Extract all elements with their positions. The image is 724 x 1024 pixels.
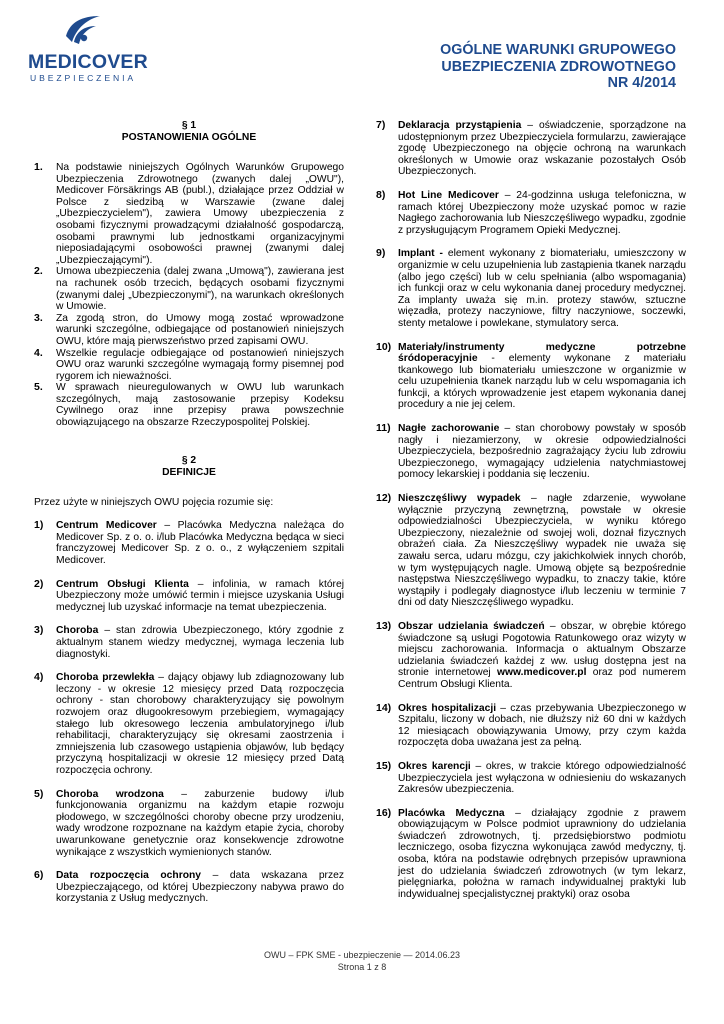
item-number: 8) bbox=[376, 188, 386, 201]
definition-item bbox=[376, 248, 686, 329]
definitions-intro: Przez użyte w niniejszych OWU pojęcia rozumie się: bbox=[34, 496, 274, 508]
definition-term: Nagłe zachorowanie bbox=[398, 423, 500, 435]
definition-item bbox=[34, 579, 344, 614]
item-text: Wszelkie regulacje odbiegające od postanowień niniejszych OWU oraz warunki szczególne wymagają formy pisemnej pod rygorem ich nieważności. bbox=[56, 347, 344, 382]
item-number: 4. bbox=[34, 346, 43, 359]
item-number: 7) bbox=[376, 119, 386, 131]
general-provision-item bbox=[34, 266, 344, 312]
item-number: 3) bbox=[34, 624, 44, 637]
definition-term: Obszar udzielania świadczeń bbox=[398, 620, 545, 632]
definition-term: Centrum Medicover bbox=[56, 520, 157, 532]
item-number: 13) bbox=[376, 619, 392, 632]
general-provision-item bbox=[34, 313, 344, 348]
definition-term: Choroba bbox=[56, 625, 99, 637]
item-text: Na podstawie niniejszych Ogólnych Warunków Grupowego Ubezpieczenia Zdrowotnego (zwanych dalej „OWU"), Medicover Försäkrings AB (publ.), działające przez Oddział w Polsce z siedzibą w Warszawie (zwane dalej „Ubezpieczycielem"), zawiera Umowy ubezpieczenia z osobami fizycznymi prowadzącymi działalność gospodarczą, osobami prawnymi lub jednostkami organizacyjnymi nieposiadającymi osobowości prawnej (zwanymi dalej „Ubezpieczającymi"). bbox=[56, 162, 344, 266]
definition-item bbox=[376, 120, 686, 178]
definition-term: Nieszczęśliwy wypadek bbox=[398, 493, 521, 505]
definition-text: – 24-godzinna usługa telefoniczna, w ramach której Ubezpieczony może uzyskać pomoc w razie Nagłego zachorowania lub Nieszczęśliwego wypadku, zgodnie z przysługującym Programem Opieki Medycznej. bbox=[398, 189, 686, 236]
definition-item bbox=[376, 703, 686, 749]
company-logo bbox=[28, 12, 148, 83]
footer-document-id: OWU – FPK SME - ubezpieczenie — 2014.06.23 bbox=[263, 950, 461, 960]
definition-term: Okres hospitalizacji bbox=[398, 702, 497, 714]
definition-item bbox=[376, 493, 686, 609]
right-column bbox=[376, 120, 686, 900]
item-number: 1. bbox=[34, 161, 43, 173]
definition-term: Implant - bbox=[398, 248, 443, 260]
definition-text-after: oraz pod numerem Centrum Obsługi Klienta. bbox=[398, 667, 686, 690]
item-text: Za zgodą stron, do Umowy mogą zostać wprowadzone warunki szczególne, odbiegające od postanowień niniejszych OWU, które mają pierwszeństwo przed zapisami OWU. bbox=[56, 312, 344, 347]
item-number: 5. bbox=[34, 381, 43, 394]
item-number: 11) bbox=[376, 422, 391, 435]
item-number: 16) bbox=[376, 806, 392, 819]
definition-item bbox=[376, 342, 686, 412]
definition-item bbox=[376, 761, 686, 796]
definition-term: Deklaracja przystąpienia bbox=[398, 120, 522, 131]
item-number: 1) bbox=[34, 519, 44, 532]
definition-text: – dający objawy lub zdiagnozowany lub leczony - w okresie 12 miesięcy przed Datą rozpoczęcia ochrony - stan chorobowy charakteryzujący się powolnym rozwojem oraz długookresowym przebiegiem, wymagający stałego lub okresowego leczenia ambulatoryjnego i/lub rehabilitacji, charakteryzujący się okresami zaostrzenia i zmniejszenia lub czasowego ustąpienia objawów, lub będący przyczyną hospitalizacji w okresie 12 miesięcy przed Datą rozpoczęcia ochrony. bbox=[56, 672, 344, 776]
definition-term: Hot Line Medicover bbox=[398, 189, 499, 201]
item-number: 2) bbox=[34, 577, 44, 590]
definition-item bbox=[34, 789, 344, 859]
definition-text: – stan chorobowy powstały w sposób nagły i niezamierzony, w okresie odpowiedzialności Ubezpieczyciela, bezpośrednio zagrażający życiu lub zdrowiu Ubezpieczonego, wymagający udzielenia natychmiastowej pomocy lekarskiej i poddania się leczeniu. bbox=[398, 423, 686, 481]
document-title bbox=[440, 42, 676, 92]
general-provision-item bbox=[34, 348, 344, 383]
definition-term: Materiały/instrumenty medyczne potrzebne śródoperacyjnie bbox=[398, 341, 686, 365]
definition-text: – data wskazana przez Ubezpieczającego, od której Ubezpieczony nabywa prawo do korzystania z Usług medycznych. bbox=[56, 870, 344, 905]
definition-text: – Placówka Medyczna należąca do Medicover Sp. z o. o. i/lub Placówka Medyczna będąca w sieci franczyzowej Medicover Sp. z o. o., z wyłączeniem szpitali Medicover. bbox=[56, 520, 344, 567]
item-number: 3. bbox=[34, 311, 43, 324]
section-2-number: § 2 bbox=[181, 454, 197, 466]
item-number: 5) bbox=[34, 787, 44, 800]
left-column bbox=[34, 120, 344, 905]
definition-term: Choroba przewlekła bbox=[56, 672, 155, 684]
logo-wordmark: MEDICOVER bbox=[28, 51, 148, 73]
definition-item bbox=[376, 808, 686, 901]
definition-text: – oświadczenie, sporządzone na udostępnionym przez Ubezpieczyciela formularzu, zawierające zgodę Ubezpieczonego na objęcie ochroną na warunkach określonych w Umowie oraz wskazanie pozostałych Osób Ubezpieczonych. bbox=[398, 120, 686, 178]
general-provision-item bbox=[34, 382, 344, 428]
title-line: UBEZPIECZENIA ZDROWOTNEGO bbox=[441, 58, 676, 75]
definition-item bbox=[34, 625, 344, 660]
website-link[interactable]: www.medicover.pl bbox=[496, 667, 587, 679]
definition-text: element wykonany z biomateriału, umieszczony w organizmie w celu uzupełnienia lub zastąpienia tkanek narządu (albo jego części) lub w celu spełniania (albo wspomagania) ich funkcji oraz w celu wykonania danej procedury medycznej. Za implanty uważa się m.in. protezy stawów, sztuczne więzadła, protezy naczyniowe, filtry naczyniowe, soczewki, stenty metalowe i powlekane, stymulatory serca. bbox=[398, 248, 686, 329]
definition-term: Placówka Medyczna bbox=[398, 807, 505, 819]
title-line: NR 4/2014 bbox=[607, 75, 676, 91]
item-number: 9) bbox=[376, 247, 386, 260]
definition-text: – stan zdrowia Ubezpieczonego, który zgodnie z aktualnym stanem wiedzy medycznej, wymaga leczenia lub diagnostyki. bbox=[56, 625, 344, 660]
definition-text: – okres, w trakcie którego odpowiedzialność Ubezpieczyciela jest wyłączona w odniesieniu do wskazanych Zakresów ubezpieczenia. bbox=[398, 760, 686, 796]
title-line: OGÓLNE WARUNKI GRUPOWEGO bbox=[440, 42, 676, 58]
definition-term: Data rozpoczęcia ochrony bbox=[56, 870, 202, 882]
definition-item bbox=[34, 520, 344, 566]
definition-item bbox=[34, 870, 344, 905]
definition-text: – nagłe zdarzenie, wywołane wyłącznie przyczyną zewnętrzną, powstałe w okresie odpowiedzialności Ubezpieczyciela, w wyniku którego Ubezpieczony, niezależnie od swojej woli, doznał fizycznych obrażeń ciała. Za Nieszczęśliwy wypadek nie uważa się zawału serca, udaru mózgu, czy jakichkolwiek innych chorób, w tym występujących nagle. Umową objęte są bezpośrednie następstwa Nieszczęśliwego wypadku, to znaczy takie, które wystąpiły i podlegały diagnostyce i/lub leczeniu w terminie 7 dni od daty Nieszczęśliwego wypadku. bbox=[398, 493, 686, 609]
definition-text: – działający zgodnie z prawem obowiązującym w Polsce podmiot uprawniony do udzielania świadczeń zdrowotnych, tj. przedsiębiorstwo podmiotu leczniczego, osoba fizyczna wykonująca zawód medyczny, tj. osoba, która na podstawie odrębnych przepisów uprawniona jest do udzielania świadczeń zdrowotnych (w tym lekarz, pielęgniarka, położna w ramach indywidualnej praktyki lub indywidualnej specjalistycznej praktyki) oraz osoba bbox=[398, 807, 686, 900]
definition-term: Choroba wrodzona bbox=[56, 788, 164, 800]
definition-text: - elementy wykonane z materiału tkankowego lub biomateriału umieszczone w organizmie w celu uzupełnienia tkanek narządu lub w celu wspomagania ich funkcji, a których wprowadzenie jest etapem wykonania danej procedury a nie jej celem. bbox=[398, 353, 686, 411]
item-text: W sprawach nieuregulowanych w OWU lub warunkach szczególnych, mają zastosowanie przepisy Kodeksu Cywilnego oraz inne przepisy prawa powszechnie obowiązującego na obszarze Rzeczypospolitej Polskiej. bbox=[56, 382, 344, 429]
item-number: 10) bbox=[376, 340, 392, 353]
footer-page-number: Strona 1 z 8 bbox=[337, 962, 387, 972]
definition-item bbox=[376, 423, 686, 481]
definition-text: – infolinia, w ramach której Ubezpieczony może umówić termin i miejsce uzyskania Usługi medycznej lub uzyskać informacje na temat ubezpieczenia. bbox=[56, 578, 344, 613]
definition-text: – obszar, w obrębie którego świadczone są usługi Pogotowia Ratunkowego oraz wizyty w miejscu zachorowania. Informacja o aktualnym Obszarze udzielania świadczeń każdej z ww. usług dostępna jest na stronie internetowej bbox=[398, 620, 686, 679]
definition-term: Okres karencji bbox=[398, 760, 471, 772]
definition-item bbox=[376, 190, 686, 236]
definition-item bbox=[34, 672, 344, 776]
general-provision-item bbox=[34, 162, 344, 266]
medicover-logo-icon bbox=[62, 12, 104, 48]
definition-term: Centrum Obsługi Klienta bbox=[56, 578, 189, 590]
definition-text: – czas przebywania Ubezpieczonego w Szpitalu, liczony w dobach, nie dłuższy niż 60 dni w każdych 12 miesiącach obowiązywania Umowy, przy czym każda rozpoczęta doba uważana jest za pełną. bbox=[398, 702, 686, 749]
item-number: 2. bbox=[34, 265, 43, 278]
logo-subtitle: UBEZPIECZENIA bbox=[30, 73, 136, 83]
item-number: 15) bbox=[376, 759, 392, 772]
item-number: 4) bbox=[34, 671, 44, 684]
section-2-title: DEFINICJE bbox=[162, 466, 216, 478]
item-number: 14) bbox=[376, 701, 392, 714]
item-number: 6) bbox=[34, 869, 44, 882]
item-text: Umowa ubezpieczenia (dalej zwana „Umową"), zawierana jest na rachunek osób trzecich, będących osobami fizycznymi (zwanymi dalej „Ubezpieczonymi"), na warunkach określonych w Umowie. bbox=[56, 266, 344, 313]
section-1-title: POSTANOWIENIA OGÓLNE bbox=[121, 132, 257, 143]
definition-item bbox=[376, 621, 686, 691]
definition-text: – zaburzenie budowy i/lub funkcjonowania organizmu na każdym etapie rozwoju płodowego, w szczególności choroby obecne przy urodzeniu, wady wrodzone rozpoznane na każdym etapie życia, choroby uwarunkowane genetycznie oraz konsekwencje zdrowotne wynikające z wszystkich wymienionych stanów. bbox=[56, 788, 344, 858]
item-number: 12) bbox=[376, 492, 392, 505]
section-1-number: § 1 bbox=[181, 120, 197, 131]
